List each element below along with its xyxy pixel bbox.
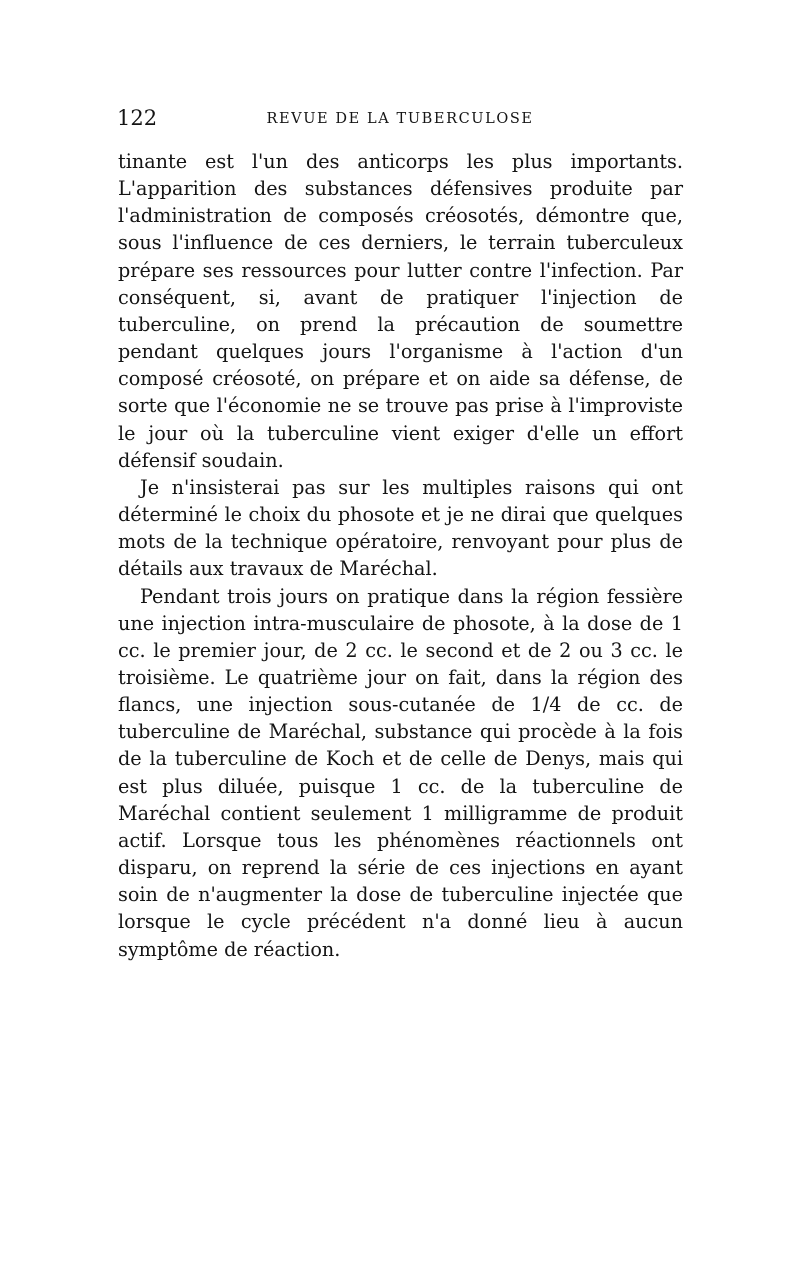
body-text — [118, 148, 683, 963]
paragraph-continuation: tinante est l'un des anticorps les plus importants. L'apparition des substances défensives produite par l'administration de composés créosotés, démontre que, sous l'influence de ces derniers, le terrain tuberculeux prépare ses ressources pour lutter contre l'infection. Par conséquent, si, avant de pratiquer l'injection de tuberculine, on prend la précaution de soumettre pendant quelques jours l'organisme à l'action d'un composé créosoté, on prépare et on aide sa défense, de sorte que l'économie ne se trouve pas prise à l'improviste le jour où la tuberculine vient exiger d'elle un effort défensif soudain. — [118, 150, 683, 472]
journal-title: REVUE DE LA TUBERCULOSE — [266, 111, 534, 127]
page-number: 122 — [117, 106, 158, 130]
paragraph: Je n'insisterai pas sur les multiples raisons qui ont déterminé le choix du phosote et je ne dirai que quelques mots de la technique opératoire, renvoyant pour plus de détails aux travaux de Maréchal. — [118, 475, 683, 581]
paragraph: Pendant trois jours on pratique dans la région fessière une injection intra-musculaire de phosote, à la dose de 1 cc. le premier jour, de 2 cc. le second et de 2 ou 3 cc. le troisième. Le quatrième jour on fait, dans la région des flancs, une injection sous-cutanée de 1/4 de cc. de tuberculine de Maréchal, substance qui procède à la fois de la tuberculine de Koch et de celle de Denys, mais qui est plus diluée, puisque 1 cc. de la tuberculine de Maréchal contient seulement 1 milligramme de produit actif. Lorsque tous les phénomènes réactionnels ont disparu, on reprend la série de ces injections en ayant soin de n'augmenter la dose de tuberculine injectée que lorsque le cycle précédent n'a donné lieu à aucun symptôme de réaction. — [118, 584, 683, 961]
running-header — [117, 103, 683, 133]
